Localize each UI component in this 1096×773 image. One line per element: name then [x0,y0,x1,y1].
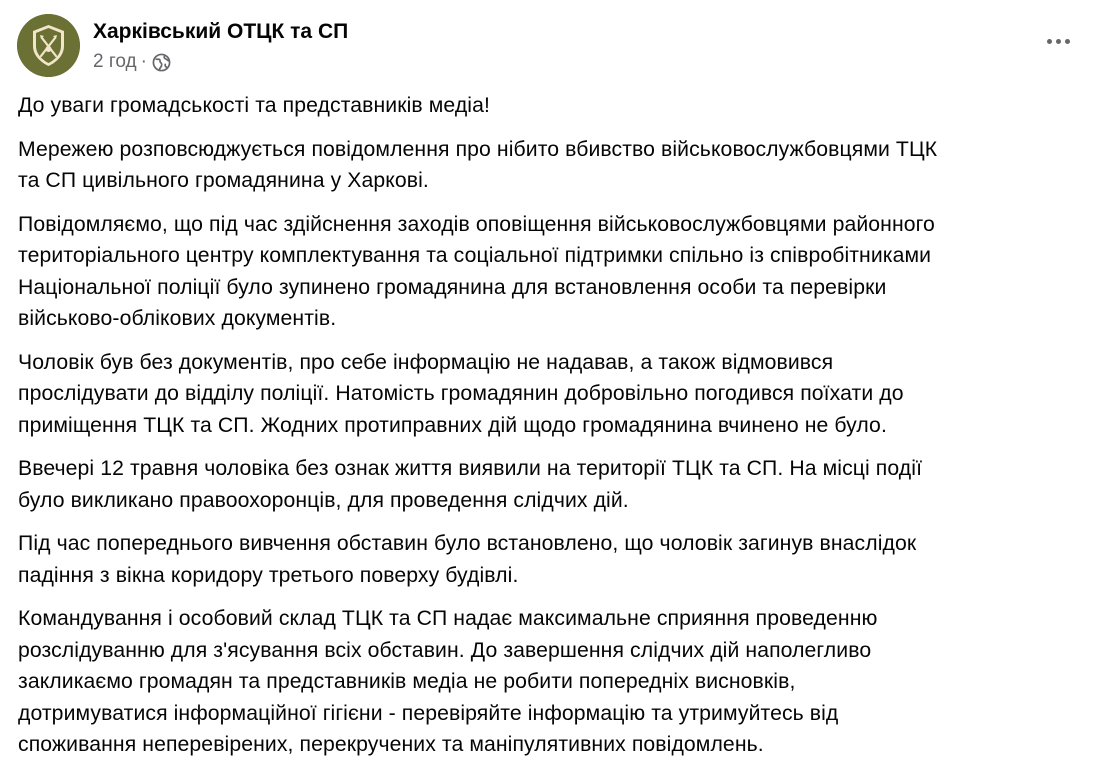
more-options-icon [1045,39,1072,44]
post-paragraph: До уваги громадськості та представників медіа! [18,94,490,117]
timestamp-link[interactable]: 2 год [93,51,137,72]
post-paragraph: Командування і особовий склад ТЦК та СП надає максимальне сприяння проведенню розслідуванню для з'ясування всіх обставин. До завершення слідчих дій наполегливо закликаємо громадян та представників медіа не робити попередніх висновків, дотримуватися інформаційної гігієни - перевіряйте інформацію та утримуйтесь від споживання неперевірених, перекручених та маніпулятивних повідомлень. [18,607,878,756]
post-paragraph: Під час попереднього вивчення обставин було встановлено, що чоловік загинув внаслідок падіння з вікна коридору третього поверху будівлі. [18,532,917,587]
post-paragraph: Повідомляємо, що під час здійснення заходів оповіщення військовослужбовцями районного територіального центру комплектування та соціальної підтримки спільно із співробітниками Національної поліції було зупинено громадянина для встановлення особи та перевірки військово-облікових документів. [18,212,935,330]
post-paragraph: Ввечері 12 травня чоловіка без ознак життя виявили на території ТЦК та СП. На місці події було викликано правоохоронців, для проведення слідчих дій. [18,457,923,512]
post-paragraph: Мережею розповсюджується повідомлення про нібито вбивство військовослужбовцями ТЦК та СП цивільного громадянина у Харкові. [18,137,938,192]
post-body [18,90,1084,773]
globe-icon[interactable] [152,53,171,72]
post-header [17,14,1078,78]
more-options-button[interactable] [1040,26,1076,56]
page-name-link[interactable]: Харківський ОТЦК та СП [93,20,349,43]
post-paragraph: Чоловік був без документів, про себе інформацію не надавав, а також відмовився прослідувати до відділу поліції. Натомість громадянин добровільно погодився поїхати до приміщення ТЦК та СП. Жодних протиправних дій щодо громадянина вчинено не було. [18,350,904,437]
emblem-icon [17,14,80,77]
page-avatar[interactable] [17,14,80,77]
meta-separator: · [140,51,147,72]
post-meta [93,50,171,74]
